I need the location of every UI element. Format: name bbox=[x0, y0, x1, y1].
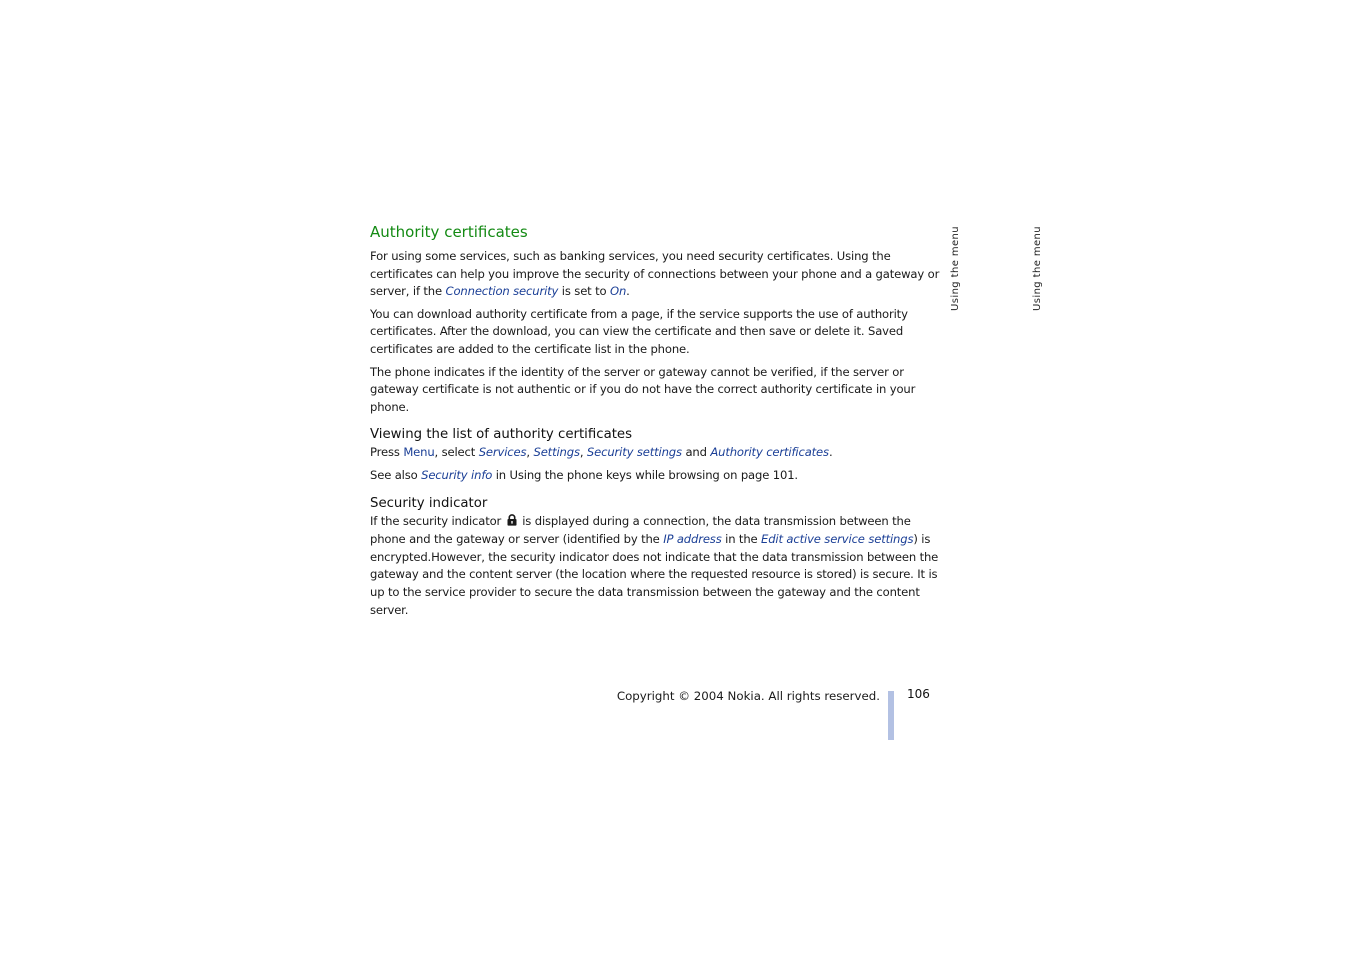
see-also-paragraph: See also Security info in Using the phone keys while browsing on page 101. bbox=[370, 467, 798, 482]
services-term: Services bbox=[478, 445, 527, 460]
security-settings-term: Security settings bbox=[586, 445, 682, 460]
authority-certificates-term: Authority certificates bbox=[710, 445, 829, 460]
lock-icon bbox=[507, 514, 517, 532]
page-content bbox=[370, 222, 942, 624]
copyright-notice: Copyright © 2004 Nokia. All rights reserved. bbox=[616, 689, 880, 703]
viewing-subtitle: Viewing the list of authority certificates bbox=[370, 427, 633, 443]
on-term: On bbox=[609, 284, 627, 299]
page-number: 106 bbox=[907, 687, 930, 701]
indicator-paragraph: If the security indicator is displayed during a connection, the data transmission between the phone and the gateway or server (identified by the IP address in the Edit active service settings) is encrypted.However, the security indicator does not indicate that the data transmission between the gateway and the content server (the location where the requested resource is stored) is secure. It is up to the service provider to secure the data transmission between the gateway and the content server. bbox=[370, 513, 939, 617]
intro-paragraph: For using some services, such as banking services, you need security certificates. Using the certificates can help you improve the security of connections between your phone and a gateway or server, if the Connection security is set to On. bbox=[370, 249, 940, 299]
identity-paragraph: The phone indicates if the identity of the server or gateway cannot be verified, if the server or gateway certificate is not authentic or if you do not have the correct authority certificate in your phone. bbox=[370, 364, 916, 414]
side-tab-using-the-menu-outer: Using the menu bbox=[1032, 226, 1043, 311]
viewing-instructions: Press Menu, select Services, Settings, Security settings and Authority certificates. bbox=[370, 445, 833, 460]
connection-security-term: Connection security bbox=[445, 284, 559, 299]
download-paragraph: You can download authority certificate from a page, if the service supports the use of authority certificates. After the download, you can view the certificate and then save or delete it. Saved certificates are added to the certificate list in the phone. bbox=[370, 306, 908, 356]
footer-bar bbox=[888, 691, 894, 740]
settings-term: Settings bbox=[533, 445, 580, 460]
side-tab-using-the-menu: Using the menu bbox=[950, 226, 961, 311]
ip-address-term: IP address bbox=[663, 532, 722, 547]
edit-active-service-settings-term: Edit active service settings bbox=[761, 532, 914, 547]
indicator-subtitle: Security indicator bbox=[370, 495, 488, 511]
section-title: Authority certificates bbox=[370, 223, 528, 241]
menu-key: Menu bbox=[403, 445, 435, 460]
security-info-term: Security info bbox=[421, 467, 493, 482]
